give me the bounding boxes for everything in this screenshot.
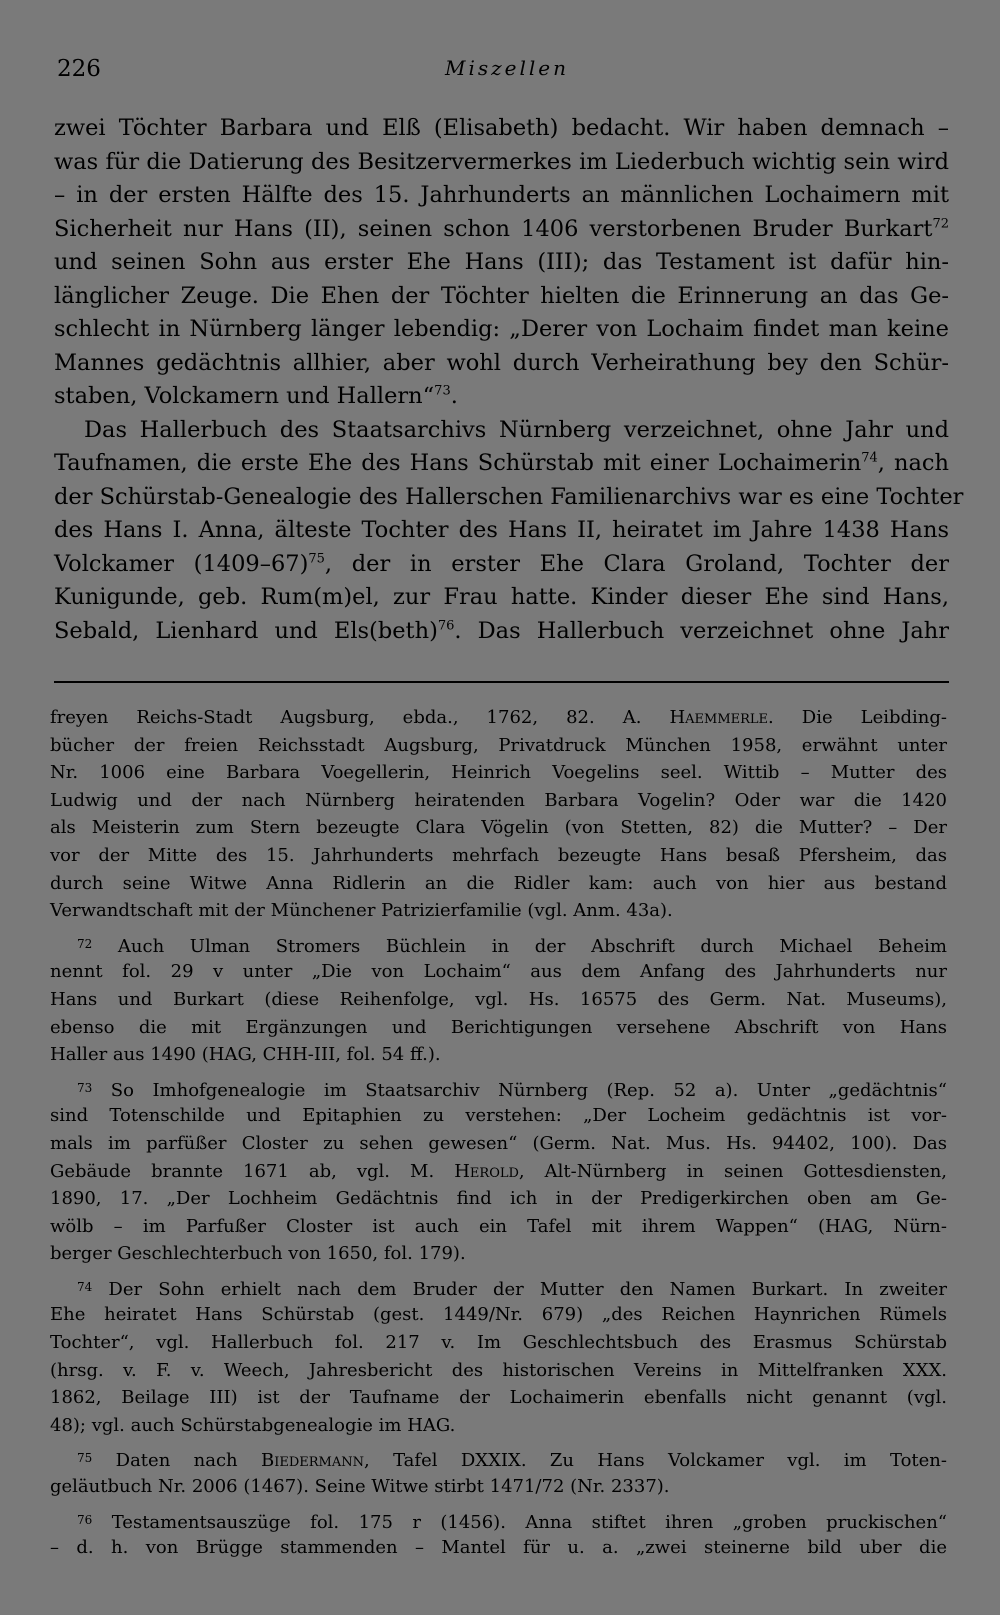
author-name: Haemmerle <box>669 707 769 728</box>
footnote-number: 73 <box>77 1080 93 1095</box>
text-line <box>54 447 949 481</box>
footnote-line: mals im parfüßer Closter zu sehen gewesen“ (Germ. Nat. Mus. Hs. 94402, 100). Das <box>50 1132 947 1154</box>
text-segment: . Die Leibding- <box>768 707 947 728</box>
text-segment: Volckamer (1409–67) <box>54 550 309 577</box>
footnote-ref: 72 <box>932 216 949 231</box>
text-segment: Testamentsauszüge fol. 175 r (1456). Anna stiftet ihren „groben pruckischen“ <box>111 1511 947 1533</box>
text-line: länglicher Zeuge. Die Ehen der Töchter hielten die Erinnerung an das Ge- <box>54 282 949 309</box>
footnote-line: Verwandtschaft mit der Münchener Patrizierfamilie (vgl. Anm. 43a). <box>50 900 673 922</box>
footnote-line: geläutbuch Nr. 2006 (1467). Seine Witwe stirbt 1471/72 (Nr. 2337). <box>50 1476 670 1498</box>
footnote-line: nennt fol. 29 v unter „Die von Lochaim“ aus dem Anfang des Jahrhunderts nur <box>50 961 947 983</box>
footnote-line <box>50 1445 947 1473</box>
footnote-line <box>50 704 947 732</box>
text-segment: , der in erster Ehe Clara Groland, Tochter der <box>324 550 949 577</box>
text-line: Mannes gedächtnis allhier, aber wohl durch Verheirathung bey den Schür- <box>54 349 949 376</box>
footnote-line: berger Geschlechterbuch von 1650, fol. 179). <box>50 1243 466 1265</box>
footnote-line: bücher der freien Reichsstadt Augsburg, Privatdruck München 1958, erwähnt unter <box>50 734 947 756</box>
text-line: schlecht in Nürnberg länger lebendig: „Derer von Lochaim findet man keine <box>54 316 949 342</box>
text-segment: . Das Hallerbuch verzeichnet ohne Jahr <box>454 617 950 644</box>
text-line <box>54 548 949 582</box>
text-line: des Hans I. Anna, älteste Tochter des Hans II, heiratet im Jahre 1438 Hans <box>54 517 949 543</box>
footnote-line: 48); vgl. auch Schürstabgenealogie im HAG. <box>50 1414 456 1436</box>
text-segment: Auch Ulman Stromers Büchlein in der Abschrift durch Michael Beheim <box>117 935 947 957</box>
text-segment: , Alt-Nürnberg in seinen Gottesdiensten, <box>518 1160 948 1182</box>
footnote-line <box>50 1158 947 1186</box>
footnote-ref: 73 <box>434 383 451 399</box>
footnote-line <box>50 1274 947 1302</box>
footnote-number: 72 <box>77 936 93 951</box>
footnote-number: 75 <box>77 1451 93 1466</box>
text-line <box>54 213 949 247</box>
footnote-line: Hans und Burkart (diese Reihenfolge, vgl. Hs. 16575 des Germ. Nat. Museums), <box>50 988 947 1010</box>
footnote-line: – d. h. von Brügge stammenden – Mantel für u. a. „zwei steinerne bild uber die <box>50 1537 947 1559</box>
text-segment: So Imhofgenealogie im Staatsarchiv Nürnberg (Rep. 52 a). Unter „gedächtnis“ <box>110 1079 947 1101</box>
footnote-line: (hrsg. v. F. v. Weech, Jahresbericht des historischen Vereins in Mittelfranken XXX. <box>50 1359 947 1381</box>
text-line: Das Hallerbuch des Staatsarchivs Nürnberg verzeichnet, ohne Jahr und <box>84 416 949 443</box>
footnote-line: wölb – im Parfußer Closter ist auch ein Tafel mit ihrem Wappen“ (HAG, Nürn- <box>50 1215 947 1237</box>
text-segment: , Tafel DXXIX. Zu Hans Volckamer vgl. im Toten- <box>364 1450 947 1472</box>
footnote-ref: 74 <box>861 450 878 466</box>
text-line: – in der ersten Hälfte des 15. Jahrhunderts an männlichen Lochaimern mit <box>54 182 949 208</box>
text-line: Kunigunde, geb. Rum(m)el, zur Frau hatte. Kinder dieser Ehe sind Hans, <box>54 584 949 610</box>
footnote-line: vor der Mitte des 15. Jahrhunderts mehrfach bezeugte Hans besaß Pfersheim, das <box>50 844 947 866</box>
text-segment: Der Sohn erhielt nach dem Bruder der Mutter den Namen Burkart. In zweiter <box>108 1278 947 1300</box>
text-segment: Daten nach <box>115 1450 261 1472</box>
footnote-line: 1862, Beilage III) ist der Taufname der Lochaimerin ebenfalls nicht genannt (vgl. <box>50 1387 947 1409</box>
text-segment: , nach <box>877 450 949 476</box>
footnote-ref: 76 <box>437 618 455 633</box>
text-line: zwei Töchter Barbara und Elß (Elisabeth) bedacht. Wir haben demnach – <box>54 115 949 141</box>
footnote-line: Nr. 1006 eine Barbara Voegellerin, Heinrich Voegelins seel. Wittib – Mutter des <box>50 762 947 784</box>
footnote-number: 76 <box>77 1512 93 1527</box>
text-line: der Schürstab-Genealogie des Hallerschen Familienarchivs war es eine Tochter <box>54 483 964 510</box>
author-name: Biedermann <box>260 1450 364 1472</box>
text-line: und seinen Sohn aus erster Ehe Hans (III); das Testament ist dafür hin- <box>54 249 949 275</box>
page-header <box>57 56 957 92</box>
text-line: staben, Volckamern und Hallern“$^{73}$. <box>54 383 458 409</box>
footnote-line <box>50 931 947 959</box>
body-text <box>54 112 964 648</box>
footnote-line: Tochter“, vgl. Hallerbuch fol. 217 v. Im Geschlechtsbuch des Erasmus Schürstab <box>50 1332 947 1354</box>
running-title: Miszellen <box>444 56 570 80</box>
page-number: 226 <box>57 56 101 82</box>
text-segment: freyen Reichs-Stadt Augsburg, ebda., 1762, 82. A. <box>50 707 670 728</box>
text-segment: Gebäude brannte 1671 ab, vgl. M. <box>50 1160 455 1182</box>
author-name: Herold <box>454 1160 519 1182</box>
footnote-line: Ludwig und der nach Nürnberg heiratenden Barbara Vogelin? Oder war die 1420 <box>50 789 947 811</box>
footnote-line <box>50 1507 947 1535</box>
footnote-ref: 75 <box>308 551 325 566</box>
text-segment: Sebald, Lienhard und Els(beth) <box>54 617 438 644</box>
text-line: was für die Datierung des Besitzervermerkes im Liederbuch wichtig sein wird <box>54 148 949 175</box>
text-line <box>54 615 949 649</box>
text-segment: Taufnamen, die erste Ehe des Hans Schürstab mit einer Lochaimerin <box>54 450 862 476</box>
footnote-line: Ehe heiratet Hans Schürstab (gest. 1449/Nr. 679) „des Reichen Haynrichen Rümels <box>50 1304 947 1326</box>
text-segment: staben, Volckamern und Hallern“ <box>54 383 435 409</box>
footnote-line: ebenso die mit Ergänzungen und Berichtigungen versehene Abschrift von Hans <box>50 1016 947 1038</box>
text-segment: Sicherheit nur Hans (II), seinen schon 1406 verstorbenen Bruder Burkart <box>54 215 933 242</box>
footnote-line: sind Totenschilde und Epitaphien zu verstehen: „Der Locheim gedächtnis ist vor- <box>50 1105 947 1127</box>
footnote-line <box>50 1075 947 1103</box>
footnote-line: 1890, 17. „Der Lochheim Gedächtnis find ich in der Predigerkirchen oben am Ge- <box>50 1188 947 1210</box>
footnote-line: als Meisterin zum Stern bezeugte Clara Vögelin (von Stetten, 82) die Mutter? – Der <box>50 817 947 839</box>
footnote-line: durch seine Witwe Anna Ridlerin an die Ridler kam: auch von hier aus bestand <box>50 872 947 894</box>
footnote-number: 74 <box>77 1279 93 1294</box>
footnotes <box>50 704 947 1562</box>
footnote-separator <box>54 681 949 683</box>
footnote-line: Haller aus 1490 (HAG, CHH-III, fol. 54 ff.). <box>50 1044 441 1066</box>
